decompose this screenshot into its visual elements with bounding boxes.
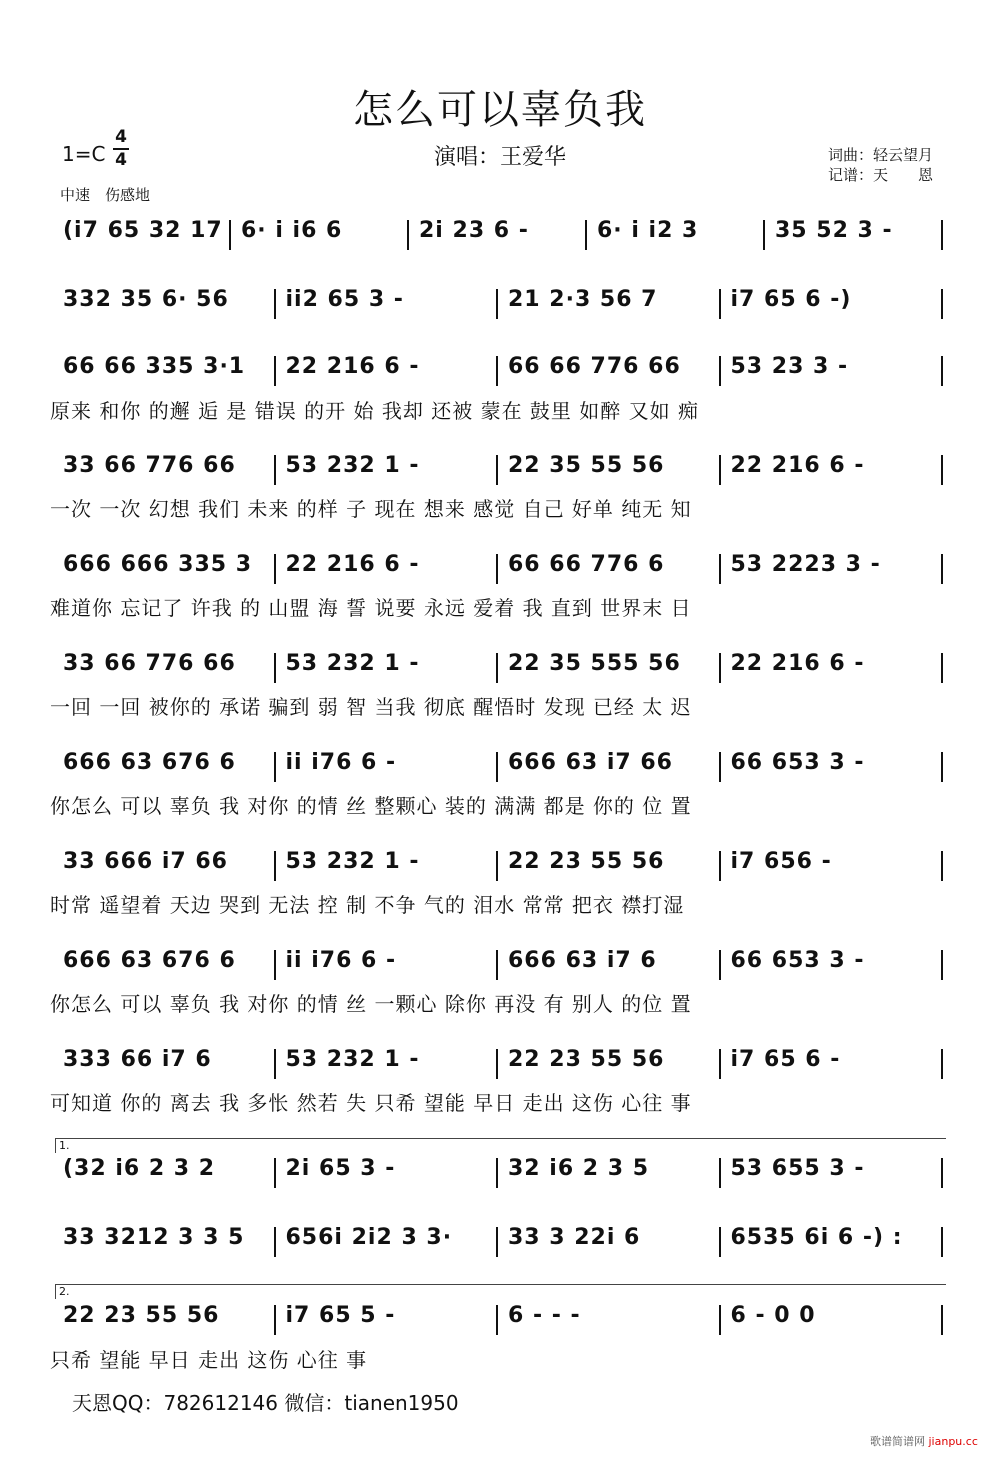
volta-second-label: 2. (59, 1285, 70, 1298)
bar-line (274, 1049, 276, 1079)
measure: 21 2·3 56 7 (508, 287, 658, 312)
lyric-line: 可知道 你的 离去 我 多怅 然若 失 只希 望能 早日 走出 这伤 心往 事 (50, 1091, 692, 1115)
measure: 66 653 3 - (730, 948, 865, 973)
measure: 6 - - - (508, 1303, 581, 1328)
time-bottom: 4 (115, 150, 127, 170)
song-title: 怎么可以辜负我 (353, 87, 647, 133)
bar-line (274, 1158, 276, 1188)
bar-line (941, 455, 943, 485)
singer-credit: 演唱：王爱华 (433, 145, 566, 170)
measure: 66 653 3 - (730, 750, 865, 775)
bar-line (941, 220, 943, 250)
score-line (0, 354, 1000, 394)
bar-line (274, 554, 276, 584)
measure: 33 66 776 66 (63, 651, 236, 676)
bar-line (274, 752, 276, 782)
key-signature: 1=C (62, 142, 106, 166)
bar-line (719, 950, 721, 980)
measure: (i7 65 32 17 (63, 218, 223, 243)
lyric-line: 你怎么 可以 辜负 我 对你 的情 丝 整颗心 装的 满满 都是 你的 位 置 (50, 794, 692, 818)
score-line (0, 1225, 1000, 1265)
bar-line (941, 1049, 943, 1079)
measure: 666 666 335 3 (63, 552, 253, 577)
measure: 32 i6 2 3 5 (508, 1156, 650, 1181)
measure: 53 232 1 - (285, 849, 420, 874)
measure: 66 66 335 3·1 (63, 354, 246, 379)
bar-line (941, 950, 943, 980)
measure: 6535 6i 6 -) : (730, 1225, 903, 1250)
measure: 66 66 776 66 (508, 354, 681, 379)
bar-line (496, 851, 498, 881)
tempo-marking: 中速 伤感地 (60, 186, 151, 204)
measure: 33 66 776 66 (63, 453, 236, 478)
bar-line (719, 752, 721, 782)
measure: 2i 23 6 - (419, 218, 529, 243)
bar-line (274, 455, 276, 485)
bar-line (496, 653, 498, 683)
bar-line (719, 356, 721, 386)
measure: i7 656 - (730, 849, 832, 874)
transcriber-credit: 记谱：天 恩 (828, 166, 934, 184)
bar-line (719, 1227, 721, 1257)
bar-line (496, 950, 498, 980)
site-watermark (870, 1433, 978, 1449)
measure: 33 666 i7 66 (63, 849, 228, 874)
bar-line (274, 653, 276, 683)
measure: 22 23 55 56 (508, 849, 665, 874)
bar-line (719, 1305, 721, 1335)
bar-line (274, 1227, 276, 1257)
score-line (0, 218, 1000, 258)
measure: 22 216 6 - (285, 354, 420, 379)
measure: ii i76 6 - (285, 948, 397, 973)
lyric-line: 一次 一次 幻想 我们 未来 的样 子 现在 想来 感觉 自己 好单 纯无 知 (50, 497, 692, 521)
bar-line (763, 220, 765, 250)
score-line (0, 651, 1000, 691)
bar-line (496, 1049, 498, 1079)
score-line (0, 453, 1000, 493)
bar-line (496, 1227, 498, 1257)
time-top: 4 (115, 127, 127, 147)
bar-line (274, 1305, 276, 1335)
bar-line (719, 455, 721, 485)
bar-line (407, 220, 409, 250)
volta-first (55, 1138, 946, 1153)
measure: 22 35 55 56 (508, 453, 665, 478)
bar-line (719, 554, 721, 584)
bar-line (274, 851, 276, 881)
score-line (0, 1156, 1000, 1196)
bar-line (274, 950, 276, 980)
footer-contact: 天恩QQ：782612146 微信：tianen1950 (72, 1391, 459, 1415)
measure: 666 63 676 6 (63, 948, 236, 973)
measure: i7 65 5 - (285, 1303, 396, 1328)
measure: 53 232 1 - (285, 1047, 420, 1072)
measure: 22 216 6 - (730, 453, 865, 478)
bar-line (496, 1305, 498, 1335)
bar-line (941, 1227, 943, 1257)
measure: ii2 65 3 - (285, 287, 404, 312)
bar-line (274, 289, 276, 319)
measure: 6 - 0 0 (730, 1303, 816, 1328)
measure: 22 216 6 - (285, 552, 420, 577)
measure: 53 655 3 - (730, 1156, 865, 1181)
bar-line (719, 1049, 721, 1079)
bar-line (941, 356, 943, 386)
measure: ii i76 6 - (285, 750, 397, 775)
measure: 666 63 i7 6 (508, 948, 657, 973)
measure: 53 232 1 - (285, 453, 420, 478)
measure: 22 216 6 - (730, 651, 865, 676)
bar-line (941, 851, 943, 881)
bar-line (229, 220, 231, 250)
measure: i7 65 6 - (730, 1047, 841, 1072)
score-line (0, 1047, 1000, 1087)
score-line (0, 750, 1000, 790)
bar-line (496, 554, 498, 584)
measure: i7 65 6 -) (730, 287, 852, 312)
measure: 656i 2i2 3 3· (285, 1225, 453, 1250)
measure: 6· i i2 3 (597, 218, 699, 243)
lyric-line: 原来 和你 的邂 逅 是 错误 的开 始 我却 还被 蒙在 鼓里 如醉 又如 痴 (50, 399, 700, 423)
lyric-line: 一回 一回 被你的 承诺 骗到 弱 智 当我 彻底 醒悟时 发现 已经 太 迟 (50, 695, 692, 719)
bar-line (496, 356, 498, 386)
measure: 2i 65 3 - (285, 1156, 396, 1181)
measure: 33 3212 3 3 5 (63, 1225, 245, 1250)
measure: 53 2223 3 - (730, 552, 881, 577)
bar-line (941, 752, 943, 782)
measure: (32 i6 2 3 2 (63, 1156, 216, 1181)
bar-line (941, 1158, 943, 1188)
score-line (0, 287, 1000, 327)
bar-line (719, 851, 721, 881)
watermark-site-name: 歌谱简谱网 (870, 1435, 925, 1448)
volta-first-label: 1. (59, 1139, 70, 1152)
bar-line (496, 752, 498, 782)
measure: 6· i i6 6 (241, 218, 343, 243)
bar-line (941, 1305, 943, 1335)
lyric-line: 只希 望能 早日 走出 这伤 心往 事 (50, 1348, 368, 1372)
measure: 22 23 55 56 (508, 1047, 665, 1072)
bar-line (496, 289, 498, 319)
measure: 53 232 1 - (285, 651, 420, 676)
score-line (0, 552, 1000, 592)
bar-line (941, 554, 943, 584)
measure: 333 66 i7 6 (63, 1047, 212, 1072)
bar-line (941, 289, 943, 319)
measure: 22 23 55 56 (63, 1303, 220, 1328)
measure: 53 23 3 - (730, 354, 849, 379)
watermark-url: jianpu.cc (928, 1435, 978, 1448)
lyric-line: 时常 遥望着 天边 哭到 无法 控 制 不争 气的 泪水 常常 把衣 襟打湿 (50, 893, 685, 917)
bar-line (585, 220, 587, 250)
lyric-line: 你怎么 可以 辜负 我 对你 的情 丝 一颗心 除你 再没 有 别人 的位 置 (50, 992, 692, 1016)
bar-line (496, 1158, 498, 1188)
lyric-line: 难道你 忘记了 许我 的 山盟 海 誓 说要 永远 爱着 我 直到 世界末 日 (50, 596, 692, 620)
score-line (0, 1303, 1000, 1343)
measure: 66 66 776 6 (508, 552, 665, 577)
bar-line (941, 653, 943, 683)
bar-line (274, 356, 276, 386)
measure: 35 52 3 - (775, 218, 893, 243)
measure: 22 35 555 56 (508, 651, 681, 676)
measure: 332 35 6· 56 (63, 287, 229, 312)
bar-line (496, 455, 498, 485)
measure: 666 63 676 6 (63, 750, 236, 775)
bar-line (719, 289, 721, 319)
bar-line (719, 1158, 721, 1188)
bar-line (719, 653, 721, 683)
lyricist-credit: 词曲：轻云望月 (828, 146, 934, 164)
measure: 666 63 i7 66 (508, 750, 673, 775)
score-line (0, 849, 1000, 889)
volta-second (55, 1284, 946, 1299)
measure: 33 3 22i 6 (508, 1225, 641, 1250)
score-line (0, 948, 1000, 988)
